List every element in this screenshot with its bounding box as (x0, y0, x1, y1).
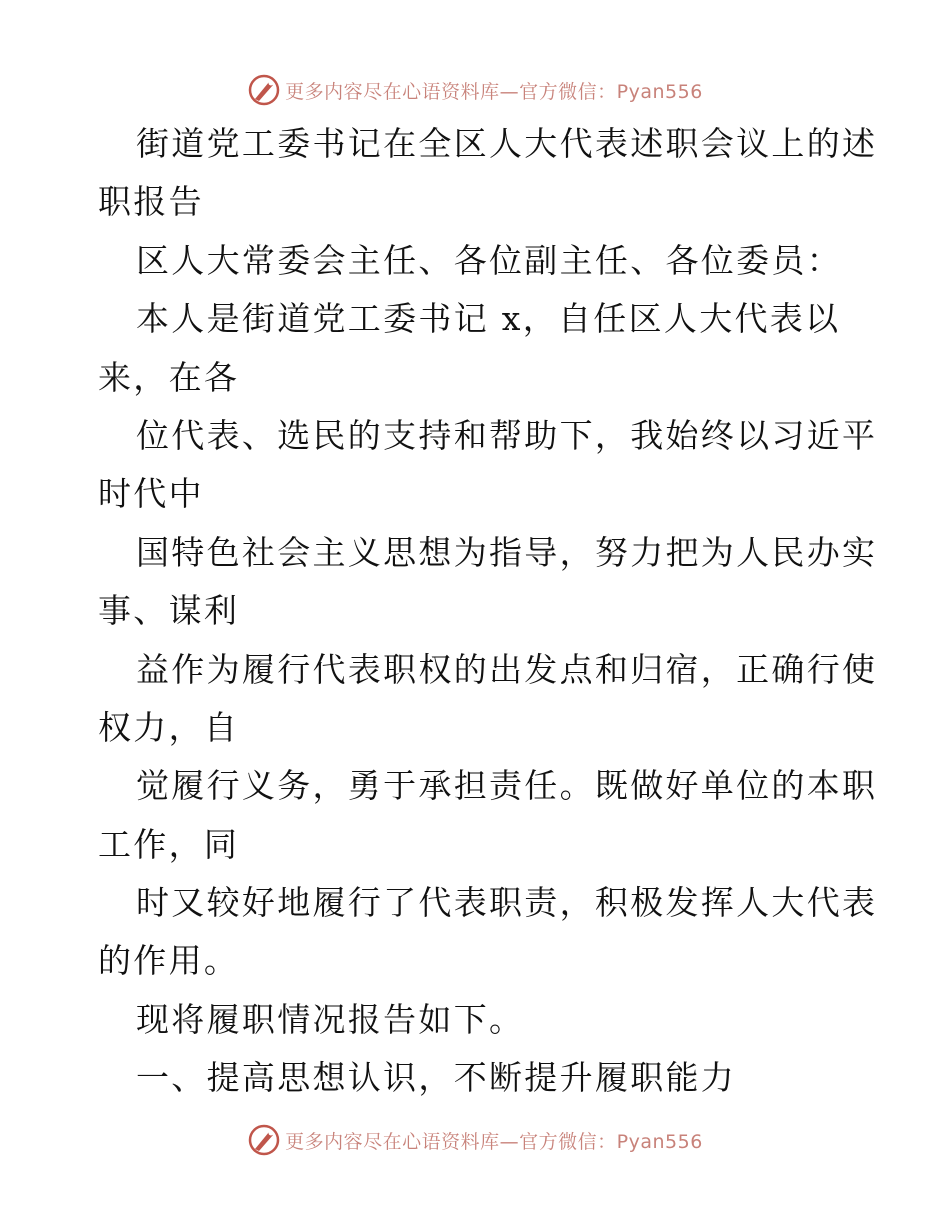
body-line: 益作为履行代表职权的出发点和归宿，正确行使 (136, 649, 878, 689)
salutation-line: 区人大常委会主任、各位副主任、各位委员： (136, 240, 842, 280)
watermark-text: 更多内容尽在心语资料库—官方微信：Pyan556 (285, 80, 703, 103)
header-watermark (0, 70, 950, 110)
section-heading: 一、提高思想认识，不断提升履职能力 (136, 1058, 737, 1098)
body-line: 位代表、选民的支持和帮助下，我始终以习近平 (136, 415, 878, 455)
body-line: 工作，同 (98, 824, 240, 864)
pen-seal-logo-icon (247, 73, 281, 107)
document-body (98, 115, 878, 1108)
title-line-1: 街道党工委书记在全区人大代表述职会议上的述 (136, 124, 878, 163)
body-line: 本人是街道党工委书记 x，自任区人大代表以 (136, 299, 841, 339)
title-line-2: 职报告 (98, 182, 204, 222)
body-line: 时代中 (98, 474, 204, 514)
body-line: 国特色社会主义思想为指导，努力把为人民办实 (136, 532, 878, 572)
footer-watermark (0, 1120, 950, 1160)
body-line: 事、谋利 (98, 591, 240, 631)
pen-seal-logo-icon (247, 1123, 281, 1157)
body-line: 觉履行义务，勇于承担责任。既做好单位的本职 (136, 766, 878, 806)
watermark-text: 更多内容尽在心语资料库—官方微信：Pyan556 (285, 1130, 703, 1153)
body-line: 来，在各 (98, 357, 240, 397)
body-line: 权力，自 (98, 707, 240, 747)
body-line: 时又较好地履行了代表职责，积极发挥人大代表 (136, 883, 878, 923)
body-line: 的作用。 (98, 941, 240, 981)
body-line: 现将履职情况报告如下。 (136, 999, 525, 1039)
